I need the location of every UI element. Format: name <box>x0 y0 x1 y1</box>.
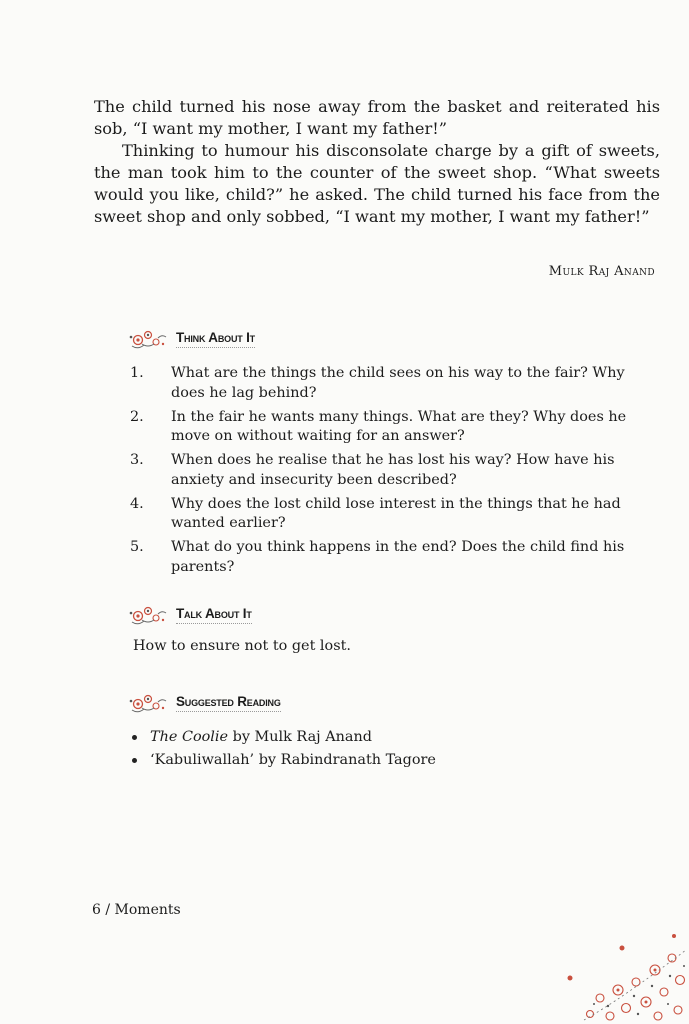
bullet-icon <box>132 735 137 740</box>
floral-ornament-icon <box>128 602 170 628</box>
list-item <box>132 726 436 749</box>
list-item: 2. In the fair he wants many things. What are they? Why does he move on without waiting for an answer? <box>130 408 627 444</box>
suggested-reading-heading <box>128 690 281 716</box>
list-item: 4. Why does the lost child lose interest in the things that he had wanted earlier? <box>130 495 621 531</box>
talk-about-it-heading <box>128 602 252 628</box>
question-list <box>130 364 650 582</box>
bullet-icon <box>132 758 137 763</box>
story-paragraph-2: Thinking to humour his disconsolate charge by a gift of sweets, the man took him to the counter of the sweet shop. “What sweets would you like, child?” he asked. The child turned his face from the sweet shop and only sobbed, “I want my mother, I want my father!” <box>94 141 660 226</box>
floral-ornament-icon <box>128 690 170 716</box>
think-about-it-heading <box>128 326 255 352</box>
talk-prompt: How to ensure not to get lost. <box>133 638 351 654</box>
page-footer: 6 / Moments <box>92 902 181 918</box>
book-title: The Coolie <box>150 729 229 745</box>
list-item: 1. What are the things the child sees on his way to the fair? Why does he lag behind? <box>130 365 625 401</box>
reading-entry: ‘Kabuliwallah’ by Rabindranath Tagore <box>150 752 436 768</box>
author-name: Mulk Raj Anand <box>548 264 655 279</box>
reading-list <box>132 726 436 772</box>
floral-ornament-icon <box>128 326 170 352</box>
reading-entry: The Coolie by Mulk Raj Anand <box>150 729 372 745</box>
section-title: Suggested Reading <box>176 694 281 712</box>
section-title: Talk About It <box>176 606 252 624</box>
section-title: Think About It <box>176 330 255 348</box>
list-item: 3. When does he realise that he has lost his way? How have his anxiety and insecurity been described? <box>130 452 615 488</box>
story-paragraph-1: The child turned his nose away from the basket and reiterated his sob, “I want my mother, I want my father!” <box>94 97 660 138</box>
list-item: 5. What do you think happens in the end? Does the child find his parents? <box>130 539 625 575</box>
floral-border-decoration-icon <box>560 920 689 1024</box>
list-item <box>132 749 436 772</box>
story-excerpt <box>94 96 660 228</box>
